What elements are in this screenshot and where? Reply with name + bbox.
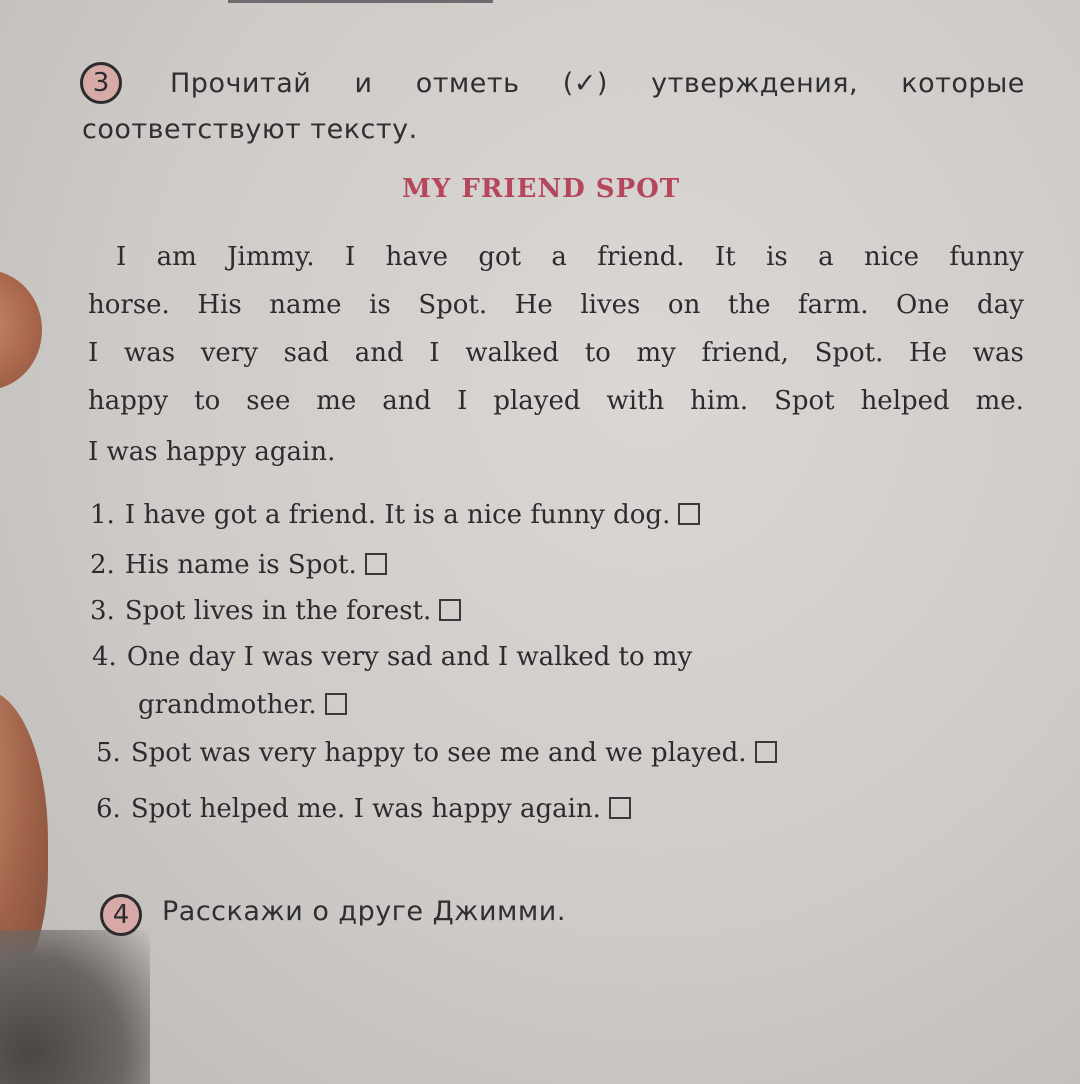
instruction-word: отметь — [415, 68, 520, 99]
story-word: I — [345, 242, 356, 272]
story-word: a — [551, 242, 567, 272]
story-line-5: I was happy again. — [88, 437, 336, 467]
story-word: is — [766, 242, 788, 272]
story-word: nice — [863, 242, 919, 272]
story-word: is — [369, 290, 391, 320]
statement-number: 5. — [96, 738, 121, 768]
story-word: It — [715, 242, 736, 272]
statement-text: I have got a friend. It is a nice funny dog. — [124, 500, 671, 530]
story-word: lives — [580, 290, 641, 320]
story-word: am — [156, 242, 197, 272]
statement-number: 3. — [90, 596, 115, 626]
story-word: His — [197, 290, 242, 320]
instruction-word: утверждения, — [651, 68, 859, 99]
story-word: to — [194, 386, 221, 416]
story-word: me. — [975, 386, 1024, 416]
story-word: walked — [465, 338, 560, 368]
story-word: very — [200, 338, 258, 368]
story-word: friend, — [701, 338, 789, 368]
story-word: see — [246, 386, 291, 416]
checkbox[interactable] — [325, 693, 347, 715]
story-word: Spot — [774, 386, 835, 416]
instruction-word: (✓) — [562, 68, 608, 99]
statement-4 — [92, 642, 692, 672]
story-word: on — [667, 290, 701, 320]
story-word: and — [382, 386, 432, 416]
story-word: I — [116, 242, 127, 272]
story-line-2 — [88, 290, 1024, 320]
story-word: I — [429, 338, 440, 368]
statement-5 — [96, 738, 777, 768]
story-word: the — [727, 290, 771, 320]
story-word: have — [385, 242, 448, 272]
checkbox[interactable] — [755, 741, 777, 763]
story-word: with — [606, 386, 665, 416]
story-word: farm. — [798, 290, 869, 320]
checkbox[interactable] — [609, 797, 631, 819]
statement-4-continuation — [138, 690, 347, 720]
statement-text: Spot helped me. I was happy again. — [130, 794, 601, 824]
statement-3 — [90, 596, 461, 626]
story-word: Jimmy. — [227, 242, 315, 272]
story-word: horse. — [88, 290, 170, 320]
story-word: I — [457, 386, 468, 416]
story-word: him. — [690, 386, 749, 416]
story-word: funny — [949, 242, 1024, 272]
story-line-1 — [116, 242, 1024, 272]
task-4-instruction: Расскажи о друге Джимми. — [162, 896, 566, 927]
task-4-number-circle: 4 — [100, 894, 142, 936]
statement-text: Spot lives in the forest. — [124, 596, 432, 626]
story-line-4 — [88, 386, 1024, 416]
story-line-3 — [88, 338, 1024, 368]
statement-number: 2. — [90, 550, 115, 580]
top-rule — [228, 0, 493, 3]
dark-corner — [0, 930, 150, 1084]
story-word: He — [909, 338, 948, 368]
story-word: happy — [88, 386, 169, 416]
task-3-instruction-line-2: соответствуют тексту. — [82, 114, 418, 145]
story-word: Spot. — [418, 290, 488, 320]
statement-text: grandmother. — [138, 690, 317, 720]
story-word: Spot. — [814, 338, 884, 368]
statement-6 — [96, 794, 631, 824]
story-word: helped — [860, 386, 950, 416]
story-word: friend. — [597, 242, 685, 272]
checkbox[interactable] — [365, 553, 387, 575]
instruction-word: Прочитай — [170, 68, 312, 99]
story-word: I — [88, 338, 99, 368]
story-word: sad — [283, 338, 330, 368]
story-word: my — [636, 338, 676, 368]
story-word: to — [584, 338, 611, 368]
checkbox[interactable] — [678, 503, 700, 525]
statement-number: 1. — [90, 500, 115, 530]
statement-text: Spot was very happy to see me and we played. — [130, 738, 747, 768]
statement-text: One day I was very sad and I walked to my — [126, 642, 693, 672]
story-word: One — [896, 290, 950, 320]
story-word: was — [972, 338, 1024, 368]
story-word: day — [977, 290, 1024, 320]
story-word: played — [493, 386, 581, 416]
story-word: was — [123, 338, 176, 368]
statement-2 — [90, 550, 387, 580]
statement-1 — [90, 500, 700, 530]
finger-shadow-top — [0, 270, 42, 390]
story-word: He — [514, 290, 553, 320]
story-title: MY FRIEND SPOT — [402, 174, 681, 204]
task-3-instruction-line-1 — [170, 68, 1025, 99]
story-word: me — [316, 386, 357, 416]
instruction-word: и — [354, 68, 373, 99]
statement-text: His name is Spot. — [124, 550, 357, 580]
story-word: name — [269, 290, 342, 320]
story-word: got — [478, 242, 522, 272]
statement-number: 4. — [92, 642, 117, 672]
checkbox[interactable] — [439, 599, 461, 621]
story-word: and — [354, 338, 404, 368]
instruction-word: которые — [901, 68, 1025, 99]
statement-number: 6. — [96, 794, 121, 824]
story-word: a — [818, 242, 834, 272]
task-3-number-circle: 3 — [80, 62, 122, 104]
